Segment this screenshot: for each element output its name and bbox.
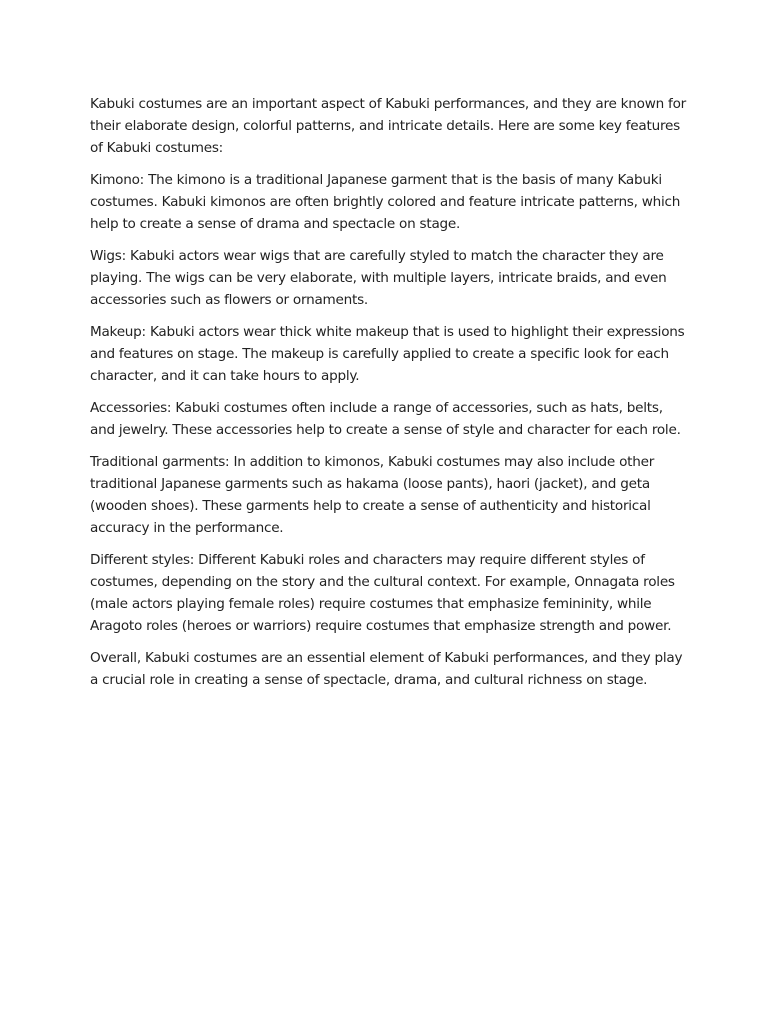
paragraph-traditional-garments: Traditional garments: In addition to kimonos, Kabuki costumes may also include other traditional Japanese garments such as hakama (loose pants), haori (jacket), and geta (wooden shoes). These garments help to create a sense of authenticity and historical accuracy in the performance.	[90, 454, 655, 536]
document-body	[90, 93, 690, 701]
paragraph-different-styles: Different styles: Different Kabuki roles and characters may require different styles of costumes, depending on the story and the cultural context. For example, Onnagata roles (male actors playing female roles) require costumes that emphasize femininity, while Aragoto roles (heroes or warriors) require costumes that emphasize strength and power.	[90, 552, 675, 634]
paragraph-wigs: Wigs: Kabuki actors wear wigs that are carefully styled to match the character they are playing. The wigs can be very elaborate, with multiple layers, intricate braids, and even accessories such as flowers or ornaments.	[90, 248, 667, 308]
paragraph-intro: Kabuki costumes are an important aspect of Kabuki performances, and they are known for their elaborate design, colorful patterns, and intricate details. Here are some key features of Kabuki costumes:	[90, 96, 686, 156]
paragraph-kimono: Kimono: The kimono is a traditional Japanese garment that is the basis of many Kabuki costumes. Kabuki kimonos are often brightly colored and feature intricate patterns, which help to create a sense of drama and spectacle on stage.	[90, 172, 681, 232]
paragraph-makeup: Makeup: Kabuki actors wear thick white makeup that is used to highlight their expressions and features on stage. The makeup is carefully applied to create a specific look for each character, and it can take hours to apply.	[90, 324, 685, 384]
paragraph-accessories: Accessories: Kabuki costumes often include a range of accessories, such as hats, belts, and jewelry. These accessories help to create a sense of style and character for each role.	[90, 400, 681, 438]
paragraph-overall: Overall, Kabuki costumes are an essential element of Kabuki performances, and they play a crucial role in creating a sense of spectacle, drama, and cultural richness on stage.	[90, 650, 683, 688]
